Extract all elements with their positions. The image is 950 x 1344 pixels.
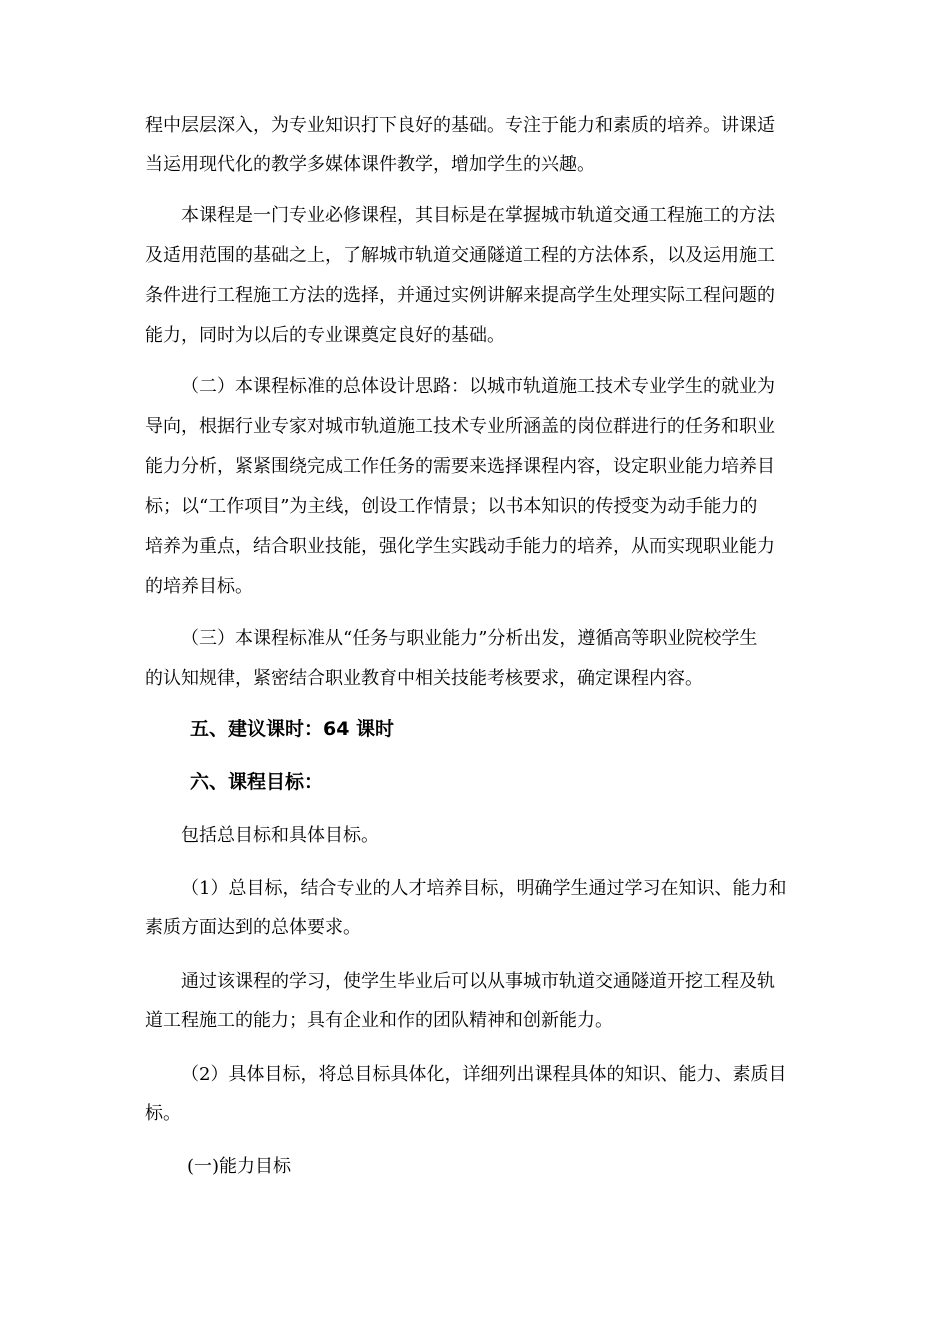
paragraph-line: 素质方面达到的总体要求。 bbox=[145, 917, 361, 938]
section-heading-course-objectives: 六、课程目标： bbox=[190, 771, 324, 793]
paragraph-line: 标。 bbox=[145, 1103, 181, 1124]
subheading-ability-objectives: (一)能力目标 bbox=[187, 1156, 292, 1177]
paragraph-line: 道工程施工的能力；具有企业和作的团队精神和创新能力。 bbox=[145, 1010, 613, 1031]
paragraph-line: 程中层层深入，为专业知识打下良好的基础。专注于能力和素质的培养。讲课适 bbox=[145, 115, 775, 136]
paragraph-line: 培养为重点，结合职业技能，强化学生实践动手能力的培养，从而实现职业能力 bbox=[145, 536, 775, 557]
paragraph-line: 及适用范围的基础之上，了解城市轨道交通隧道工程的方法体系，以及运用施工 bbox=[145, 245, 775, 266]
paragraph-line: 本课程是一门专业必修课程，其目标是在掌握城市轨道交通工程施工的方法 bbox=[181, 205, 775, 226]
paragraph-line: （1）总目标，结合专业的人才培养目标，明确学生通过学习在知识、能力和 bbox=[181, 878, 787, 899]
paragraph-line: 标；以“工作项目”为主线，创设工作情景；以书本知识的传授变为动手能力的 bbox=[145, 496, 758, 517]
paragraph-line: 包括总目标和具体目标。 bbox=[181, 825, 379, 846]
paragraph-line: 通过该课程的学习，使学生毕业后可以从事城市轨道交通隧道开挖工程及轨 bbox=[181, 971, 775, 992]
paragraph-line: 能力，同时为以后的专业课奠定良好的基础。 bbox=[145, 325, 505, 346]
paragraph-line: 能力分析，紧紧围绕完成工作任务的需要来选择课程内容，设定职业能力培养目 bbox=[145, 456, 775, 477]
paragraph-line: （2）具体目标，将总目标具体化，详细列出课程具体的知识、能力、素质目 bbox=[181, 1064, 787, 1085]
paragraph-line: 的培养目标。 bbox=[145, 576, 253, 597]
paragraph-line: 导向，根据行业专家对城市轨道施工技术专业所涵盖的岗位群进行的任务和职业 bbox=[145, 416, 775, 437]
section-heading-recommended-hours: 五、建议课时：64 课时 bbox=[190, 718, 395, 740]
paragraph-line: 当运用现代化的教学多媒体课件教学，增加学生的兴趣。 bbox=[145, 154, 595, 175]
paragraph-line: 的认知规律，紧密结合职业教育中相关技能考核要求，确定课程内容。 bbox=[145, 668, 703, 689]
paragraph-line: （三）本课程标准从“任务与职业能力”分析出发，遵循高等职业院校学生 bbox=[181, 628, 758, 649]
paragraph-line: （二）本课程标准的总体设计思路：以城市轨道施工技术专业学生的就业为 bbox=[181, 376, 775, 397]
paragraph-line: 条件进行工程施工方法的选择，并通过实例讲解来提高学生处理实际工程问题的 bbox=[145, 285, 775, 306]
